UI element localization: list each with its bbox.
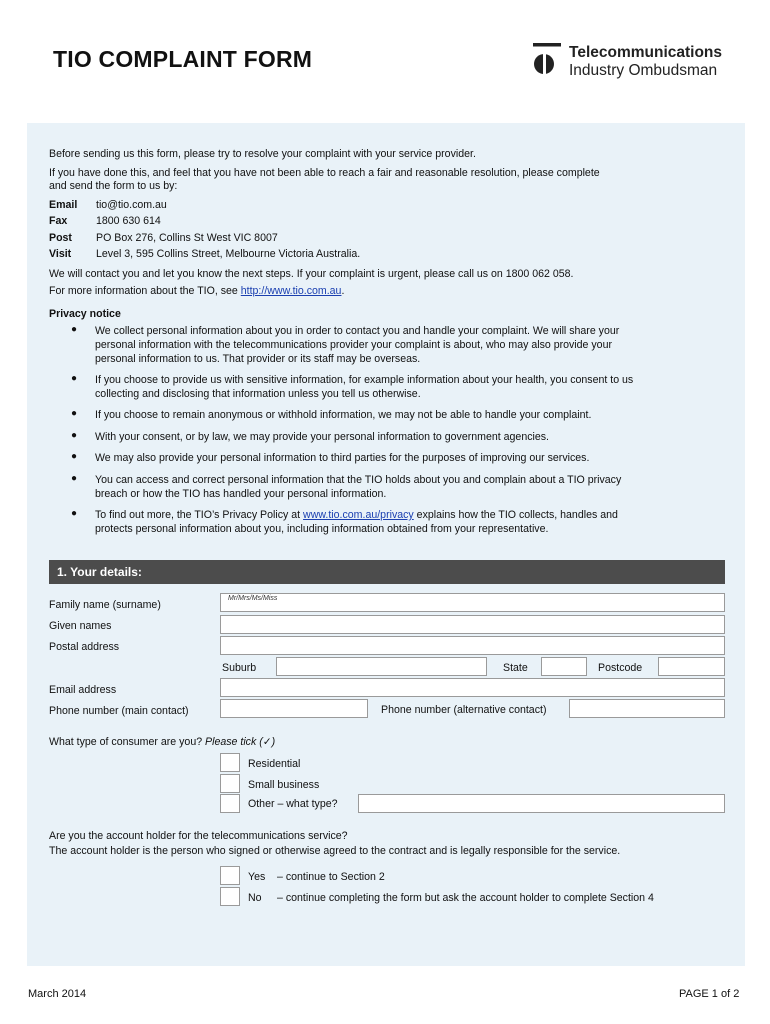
account-holder-explanation: The account holder is the person who signed or otherwise agreed to the contract and is legally responsible for the service. [49,845,621,857]
phone-main-label: Phone number (main contact) [49,705,189,717]
footer-date: March 2014 [28,988,87,1000]
family-name-input[interactable] [220,593,725,612]
consumer-question-text: What type of consumer are you? [49,736,206,748]
other-type-input[interactable] [358,794,725,813]
privacy-bullet-1-line2: personal information with the telecommunications provider your complaint is about, who may also provide your [95,339,612,351]
contact-post-value: PO Box 276, Collins St West VIC 8007 [96,232,278,244]
phone-main-input[interactable] [220,699,368,718]
bullet-dot: ● [71,508,78,519]
bullet-dot: ● [71,473,78,484]
tio-logo-icon [531,43,565,79]
contact-email-label: Email [49,199,78,211]
section-1-title: 1. Your details: [57,565,142,579]
bullet-dot: ● [71,373,78,384]
privacy-bullet-6 [95,473,705,501]
tio-website-link[interactable]: http://www.tio.com.au [240,285,342,297]
intro-paragraph-1: Before sending us this form, please try to resolve your complaint with your service provider. [49,148,476,160]
privacy-bullet-7-line2: protects personal information about you, including information obtained from your representative. [95,523,549,535]
privacy-bullet-5: We may also provide your personal information to third parties for the purposes of improving our services. [95,452,590,464]
consumer-tick-instruction: Please tick (✓) [205,736,276,748]
contact-visit-label: Visit [49,248,72,260]
state-label: State [503,662,528,674]
phone-alt-label: Phone number (alternative contact) [381,704,547,716]
account-no-note: – continue completing the form but ask the account holder to complete Section 4 [277,892,654,904]
more-info-suffix: . [341,285,345,297]
email-input[interactable] [220,678,725,697]
residential-label: Residential [248,758,301,770]
more-info-text [49,284,344,298]
bullet-dot: ● [71,324,78,335]
account-yes-label: Yes [248,871,266,883]
footer-page-number: PAGE 1 of 2 [679,988,740,1000]
privacy-bullet-4: With your consent, or by law, we may provide your personal information to government agencies. [95,431,549,443]
title-placeholder: Mr/Mrs/Ms/Miss [228,595,278,602]
bullet-dot: ● [71,408,78,419]
privacy-bullet-2-line2: collecting and disclosing that information unless you tell us otherwise. [95,388,421,400]
other-checkbox[interactable] [220,794,240,813]
privacy-bullet-6-line1: You can access and correct personal information that the TIO holds about you and complain about a TIO privacy [95,474,622,486]
privacy-bullet-6-line2: breach or how the TIO has handled your personal information. [95,488,387,500]
bullet-dot: ● [71,430,78,441]
contact-fax-value: 1800 630 614 [96,215,161,227]
account-holder-question: Are you the account holder for the telecommunications service? [49,830,348,842]
contact-post-label: Post [49,232,72,244]
bullet-dot: ● [71,451,78,462]
privacy-bullet-1-line3: personal information to us. That provider or its staff may be overseas. [95,353,421,365]
privacy-heading: Privacy notice [49,308,121,320]
email-label: Email address [49,684,117,696]
postcode-input[interactable] [658,657,725,676]
suburb-input[interactable] [276,657,487,676]
privacy-bullet-7 [95,508,705,536]
intro-paragraph-2-line1: If you have done this, and feel that you have not been able to reach a fair and reasonable resolution, please complete [49,167,600,179]
small-business-checkbox[interactable] [220,774,240,793]
intro-paragraph-2-line2: and send the form to us by: [49,180,178,192]
page-title: TIO COMPLAINT FORM [53,46,313,72]
account-no-checkbox[interactable] [220,887,240,906]
more-info-prefix: For more information about the TIO, see [49,285,241,297]
privacy-bullet-7-prefix: To find out more, the TIO’s Privacy Policy at [95,509,304,521]
residential-checkbox[interactable] [220,753,240,772]
account-yes-note: – continue to Section 2 [277,871,385,883]
contact-fax-label: Fax [49,215,68,227]
tio-logo [531,43,746,83]
account-yes-checkbox[interactable] [220,866,240,885]
privacy-bullet-3: If you choose to remain anonymous or withhold information, we may not be able to handle your complaint. [95,409,592,421]
logo-text-line1: Telecommunications [569,44,723,61]
next-steps-text: We will contact you and let you know the next steps. If your complaint is urgent, please call us on 1800 062 058. [49,268,574,280]
state-input[interactable] [541,657,587,676]
contact-visit-value: Level 3, 595 Collins Street, Melbourne Victoria Australia. [96,248,361,260]
other-label: Other – what type? [248,798,338,810]
consumer-type-question [49,735,275,749]
phone-alt-input[interactable] [569,699,725,718]
privacy-bullet-2 [95,373,705,401]
privacy-policy-link[interactable]: www.tio.com.au/privacy [303,509,414,521]
suburb-label: Suburb [222,662,257,674]
postal-address-label: Postal address [49,641,120,653]
postal-address-input[interactable] [220,636,725,655]
postcode-label: Postcode [598,662,643,674]
given-names-input[interactable] [220,615,725,634]
privacy-bullet-1 [95,324,705,366]
logo-text-line2: Industry Ombudsman [569,62,718,79]
section-1-header [49,560,725,584]
given-names-label: Given names [49,620,112,632]
contact-email-value: tio@tio.com.au [96,199,167,211]
privacy-bullet-2-line1: If you choose to provide us with sensitive information, for example information about your health, you consent to us [95,374,634,386]
small-business-label: Small business [248,779,320,791]
family-name-label: Family name (surname) [49,599,161,611]
privacy-bullet-7-suffix: explains how the TIO collects, handles and [413,509,618,521]
account-no-label: No [248,892,262,904]
privacy-bullet-1-line1: We collect personal information about you in order to contact you and handle your complaint. We will share your [95,325,620,337]
